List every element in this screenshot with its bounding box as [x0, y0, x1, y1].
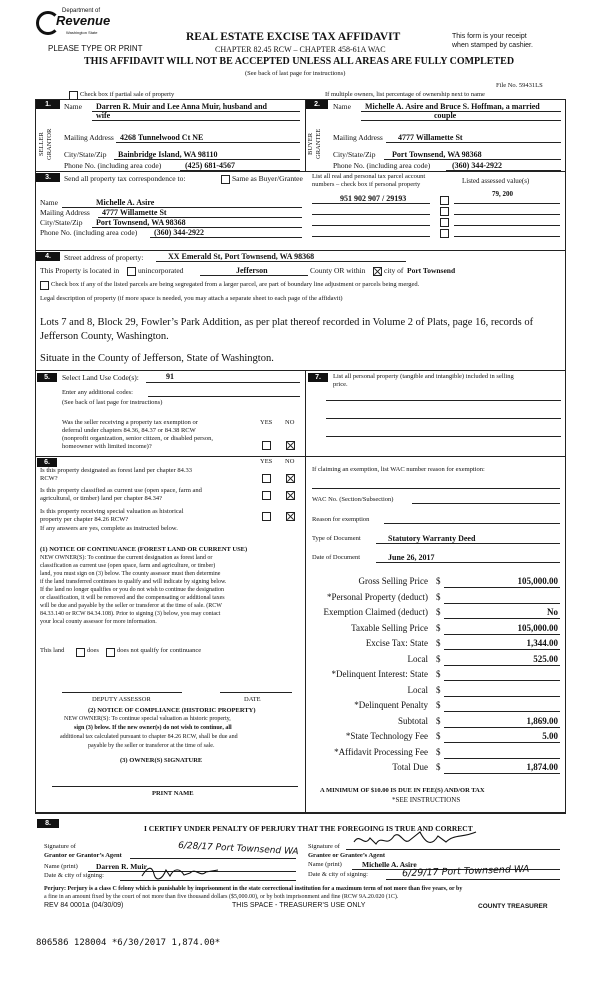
current-use-no-checkbox[interactable]	[286, 491, 295, 500]
county-rule	[200, 275, 308, 276]
tax-row-label: *Affidavit Processing Fee	[334, 747, 428, 757]
segregated-checkbox[interactable]	[40, 281, 49, 290]
tax-row-value[interactable]: 1,869.00	[526, 716, 558, 726]
section-6-badge: 6.	[37, 458, 57, 467]
s6-no: NO	[285, 458, 295, 465]
seller-city[interactable]: Bainbridge Island, WA 98110	[118, 150, 218, 159]
buyer-mail-label: Mailing Address	[333, 133, 383, 142]
tax-row-label: *Delinquent Penalty	[354, 700, 428, 710]
dollar-sign: $	[436, 623, 441, 633]
notice1-l1: NEW OWNER(S): To continue the current designation as forest land or	[40, 555, 213, 561]
rule-sec5-top	[35, 370, 565, 371]
same-as-buyer-label: Same as Buyer/Grantee	[232, 174, 303, 183]
forest-q1a: Is this property designated as forest land per chapter 84.33	[40, 467, 192, 474]
tax-row-label: Local	[407, 685, 428, 695]
rev-number: REV 84 0001a (04/30/09)	[44, 902, 124, 909]
assessed-rule-4	[454, 236, 560, 237]
current-use-q2b: agricultural, or timber) land per chapter 84.34?	[40, 495, 163, 502]
within-city-checkbox[interactable]	[373, 267, 382, 276]
tax-row-value[interactable]: 525.00	[533, 654, 558, 664]
wac-rule	[412, 503, 560, 504]
forest-no-checkbox[interactable]	[286, 474, 295, 483]
deputy-date: DATE	[244, 696, 261, 703]
doc-type-label: Type of Document	[312, 535, 361, 542]
exempt-no-checkbox[interactable]	[286, 441, 295, 450]
street-address[interactable]: XX Emerald St, Port Townsend, WA 98368	[168, 252, 315, 261]
wac-label: WAC No. (Section/Subsection)	[312, 496, 394, 503]
notice1-l6: or classification, it will be removed and the compensating or additional taxes	[40, 595, 225, 601]
exemption-claim-label: If claiming an exemption, list WAC number reason for exemption:	[312, 466, 485, 473]
section-2-badge: 2.	[306, 100, 328, 109]
dollar-sign: $	[436, 716, 441, 726]
seller-mail-label: Mailing Address	[64, 133, 114, 142]
notice2-l2: sign (3) below. If the new owner(s) do not wish to continue, all	[74, 725, 232, 731]
doc-type-rule	[376, 543, 560, 544]
grantee-handwritten-date: 6/29/17 Port Townsend WA	[401, 863, 530, 880]
does-not-label: does not qualify for continuance	[117, 647, 202, 654]
street-rule	[156, 261, 406, 262]
located-label: This Property is located in	[40, 266, 120, 275]
legal-description-2[interactable]: Jefferson County, Washington.	[40, 331, 169, 342]
buyer-name-line1[interactable]: Michelle A. Asire and Bruce S. Hoffman, a married	[365, 102, 540, 111]
land-use-rule	[146, 382, 300, 383]
sig-grantee-2: Grantee or Grantee’s Agent	[308, 852, 386, 859]
dollar-sign: $	[436, 607, 441, 617]
form-title: REAL ESTATE EXCISE TAX AFFIDAVIT	[186, 31, 401, 43]
buyer-name-line2[interactable]: couple	[434, 111, 457, 120]
notice2-l3: additional tax calculated pursuant to chapter 84.26 RCW, shall be due and	[60, 734, 238, 740]
seller-name-rule	[92, 111, 300, 112]
section-7-badge: 7.	[308, 373, 328, 382]
deputy-assessor: DEPUTY ASSESSOR	[92, 696, 151, 703]
seller-name-label: Name	[64, 102, 82, 111]
tax-row-rule	[444, 665, 560, 666]
perjury-line2: a fine in an amount fixed by the court of not more than five thousand dollars ($5,000.00), or by both imprisonment and fine (RCW 9A.20.020 (1C).	[44, 894, 399, 900]
this-land-label: This land	[40, 647, 65, 654]
dollar-sign: $	[436, 638, 441, 648]
tax-row-rule	[444, 727, 560, 728]
dollar-sign: $	[436, 700, 441, 710]
notice1-l2: classification as current use (open space, farm and agriculture, or timber)	[40, 563, 216, 569]
notice-compliance-title: (2) NOTICE OF COMPLIANCE (HISTORIC PROPERTY)	[88, 707, 256, 714]
logo-text: Revenue	[56, 13, 111, 28]
tax-row-value[interactable]: 1,874.00	[526, 762, 558, 772]
doc-date-label: Date of Document	[312, 554, 361, 561]
historic-yes-checkbox[interactable]	[262, 512, 271, 521]
rule-sec3-top	[35, 171, 565, 172]
tax-row-rule	[444, 587, 560, 588]
personal-checkbox-2[interactable]	[440, 207, 449, 216]
historic-q3a: Is this property receiving special valuation as historical	[40, 508, 184, 515]
dollar-sign: $	[436, 576, 441, 586]
tax-row-label: Gross Selling Price	[358, 576, 428, 586]
county-treasurer: COUNTY TREASURER	[478, 903, 548, 910]
notice1-l5: If the land no longer qualifies or you do not wish to continue the designation	[40, 587, 224, 593]
current-use-yes-checkbox[interactable]	[262, 491, 271, 500]
s3-mail[interactable]: 4777 Willamette St	[102, 208, 167, 217]
buyer-city-rule	[384, 159, 561, 160]
section-5-badge: 5.	[37, 373, 57, 382]
buyer-side-label: BUYER GRANTEE	[307, 128, 322, 160]
grantor-signature	[140, 864, 220, 882]
tax-row-value[interactable]: 5.00	[542, 731, 558, 741]
does-checkbox[interactable]	[76, 648, 85, 657]
tax-row-label: Excise Tax: State	[365, 638, 428, 648]
tax-row-label: Local	[407, 654, 428, 664]
reason-rule	[384, 523, 560, 524]
sig-grantor-1: Signature of	[44, 843, 76, 850]
situate[interactable]: Situate in the County of Jefferson, State of Washington.	[40, 353, 274, 364]
s3-city[interactable]: Port Townsend, WA 98368	[96, 218, 186, 227]
city-name[interactable]: Port Townsend	[407, 266, 456, 275]
tax-row-value[interactable]: 1,344.00	[526, 638, 558, 648]
assessed-values-label: Listed assessed value(s)	[462, 177, 530, 185]
dollar-sign: $	[436, 762, 441, 772]
deputy-date-rule	[220, 692, 292, 693]
rule-sec8-top	[35, 812, 565, 813]
notice-continuance-title: (1) NOTICE OF CONTINUANCE (FOREST LAND OR CURRENT USE)	[40, 546, 248, 553]
receipt-line2: when stamped by cashier.	[452, 42, 533, 49]
seller-side-label: SELLER GRANTOR	[38, 128, 53, 160]
receipt-line1: This form is your receipt	[452, 33, 527, 40]
seller-phone[interactable]: (425) 681-4567	[185, 161, 235, 170]
tax-row-value[interactable]: No	[547, 607, 558, 617]
tax-row-rule	[444, 758, 560, 759]
warning-banner: THIS AFFIDAVIT WILL NOT BE ACCEPTED UNLESS ALL AREAS ARE FULLY COMPLETED	[84, 56, 515, 67]
street-label: Street address of property:	[64, 253, 144, 262]
notice1-l7: will be due and payable by the seller or transferor at the time of sale. (RCW	[40, 603, 222, 609]
divider-seller-buyer	[305, 99, 306, 171]
seller-city-label: City/State/Zip	[64, 150, 107, 159]
seller-name-rule2	[92, 120, 300, 121]
forest-q1b: RCW?	[40, 475, 58, 482]
s5-no: NO	[285, 419, 295, 426]
assessed-rule-3	[454, 225, 560, 226]
dollar-sign: $	[436, 685, 441, 695]
exempt-line2: deferral under chapters 84.36, 84.37 or 84.38 RCW	[62, 427, 196, 434]
partial-sale-label: Check box if partial sale of property	[80, 91, 175, 98]
parcel-number[interactable]: 951 902 907 / 29193	[340, 194, 407, 203]
exemption-rule	[312, 488, 560, 489]
tax-row-rule	[444, 649, 560, 650]
seller-phone-label: Phone No. (including area code)	[64, 161, 162, 170]
buyer-phone-label: Phone No. (including area code)	[333, 161, 431, 170]
grantee-name-label: Name (print)	[308, 861, 342, 868]
additional-rule	[148, 396, 300, 397]
personal-property-2: price.	[333, 381, 348, 388]
logo-dept: Department of	[62, 8, 101, 14]
notice1-l8: 84.33.140 or RCW 84.34.108). Prior to signing (3) below, you may contact	[40, 611, 221, 617]
additional-codes-2: (See back of last page for instructions)	[62, 399, 163, 406]
tax-row-rule	[444, 742, 560, 743]
grantor-date-label: Date & city of signing:	[44, 872, 104, 879]
multiple-owners: If multiple owners, list percentage of ownership next to name	[325, 91, 485, 98]
assessed-rule-1	[454, 203, 560, 204]
owner-signature-label: (3) OWNER(S) SIGNATURE	[120, 757, 203, 764]
parcel-rule-4	[312, 236, 430, 237]
s6-yes: YES	[260, 458, 273, 465]
grantor-name[interactable]: Darren R. Muir	[96, 862, 147, 871]
legal-label: Legal description of property (if more space is needed, you may attach a separate sheet to each page of the affidavit)	[40, 295, 343, 302]
exempt-line3: (nonprofit organization, senior citizen, or disabled person,	[62, 435, 213, 442]
doc-date[interactable]: June 26, 2017	[388, 553, 435, 562]
land-use-code[interactable]: 91	[166, 372, 174, 381]
section-8-badge: 8.	[37, 819, 59, 828]
buyer-name-rule2	[361, 120, 561, 121]
tax-row-rule	[444, 618, 560, 619]
notice1-l9: your local county assessor for more information.	[40, 619, 157, 625]
tax-row-rule	[444, 711, 560, 712]
segregated-label: Check box if any of the listed parcels are being segregated from a larger parcel, are part of boundary line adjustment or parcels being merged.	[51, 281, 420, 288]
same-as-buyer-checkbox[interactable]	[221, 175, 230, 184]
buyer-city[interactable]: Port Townsend, WA 98368	[392, 150, 482, 159]
deputy-rule	[62, 692, 182, 693]
list-all-parcels-1: List all real and personal tax parcel account	[312, 173, 426, 180]
tax-row-value[interactable]: 105,000.00	[517, 623, 558, 633]
notice2-l1: NEW OWNER(S): To continue special valuation as historic property,	[64, 716, 231, 722]
personal-rule-3	[326, 436, 561, 437]
s3-phone[interactable]: (360) 344-2922	[154, 228, 204, 237]
additional-codes-1: Enter any additional codes:	[62, 389, 133, 396]
grantee-date-label: Date & city of signing:	[308, 871, 368, 878]
seller-name-line2[interactable]: wife	[96, 111, 111, 120]
grantee-name[interactable]: Michelle A. Asire	[362, 860, 417, 869]
s3-mail-label: Mailing Address	[40, 208, 90, 217]
assessed-value[interactable]: 79, 200	[492, 190, 513, 198]
personal-checkbox-4[interactable]	[440, 229, 449, 238]
seller-city-rule	[114, 159, 300, 160]
tax-row-rule	[444, 603, 560, 604]
revenue-logo	[36, 8, 111, 40]
owner-sig-rule	[52, 786, 298, 787]
reason-label: Reason for exemption	[312, 516, 370, 523]
city-of-label: city of	[384, 266, 404, 275]
buyer-city-label: City/State/Zip	[333, 150, 376, 159]
section-3-badge: 3.	[36, 173, 60, 182]
s3-city-label: City/State/Zip	[40, 218, 83, 227]
historic-no-checkbox[interactable]	[286, 512, 295, 521]
grantor-name-label: Name (print)	[44, 863, 78, 870]
see-back: (See back of last page for instructions)	[245, 70, 346, 77]
legal-description-1[interactable]: Lots 7 and 8, Block 29, Fowler’s Park Addition, as per plat thereof recorded in Volume 2 of Plats, page 16, records of	[40, 317, 534, 328]
seller-name-line1[interactable]: Darren R. Muir and Lee Anna Muir, husband and	[96, 102, 268, 111]
personal-rule-1	[326, 400, 561, 401]
personal-property-1: List all personal property (tangible and intangible) included in selling	[333, 373, 514, 380]
list-all-parcels-2: numbers – check box if personal property	[312, 181, 421, 188]
seller-mail[interactable]: 4268 Tunnelwood Ct NE	[120, 133, 204, 142]
s3-name-label: Name	[40, 198, 58, 207]
buyer-name-rule	[361, 111, 561, 112]
see-instructions: *SEE INSTRUCTIONS	[392, 796, 461, 804]
s3-phone-label: Phone No. (including area code)	[40, 228, 138, 237]
dollar-sign: $	[436, 592, 441, 602]
doc-date-rule	[376, 562, 560, 563]
send-correspondence: Send all property tax correspondence to:	[64, 174, 186, 183]
grantor-sig-rule	[130, 858, 296, 859]
perjury-line1: Perjury: Perjury is a class C felony which is punishable by imprisonment in the state correctional institution for a maximum term of not more than five years, or by	[44, 886, 463, 892]
tax-row-label: Taxable Selling Price	[351, 623, 428, 633]
notice1-l4: if the land transferred continues to qualify and will indicate by signing below.	[40, 579, 227, 585]
dollar-sign: $	[436, 669, 441, 679]
exempt-yes-checkbox[interactable]	[262, 441, 271, 450]
tax-row-label: *Delinquent Interest: State	[331, 669, 428, 679]
rule-sec4-top	[35, 250, 565, 251]
parcel-rule-1	[312, 203, 430, 204]
chapter: CHAPTER 82.45 RCW – CHAPTER 458-61A WAC	[215, 45, 386, 54]
buyer-name-label: Name	[333, 102, 351, 111]
historic-q3b: property per chapter 84.26 RCW?	[40, 516, 129, 523]
exempt-line4: homeowner with limited income)?	[62, 443, 152, 450]
receipt-stamp: 806586 128004 *6/30/2017 1,874.00*	[36, 938, 221, 948]
s3-phone-rule	[150, 237, 302, 238]
s3-name[interactable]: Michelle A. Asire	[96, 198, 155, 207]
grantee-date-rule	[386, 879, 560, 880]
please-type: PLEASE TYPE OR PRINT	[48, 44, 143, 53]
grantor-handwritten-date: 6/28/17 Port Townsend WA	[177, 840, 299, 858]
exempt-line1: Was the seller receiving a property tax exemption or	[62, 419, 198, 426]
notice2-l4: payable by the seller or transferor at the time of sale.	[88, 743, 215, 749]
sig-grantor-2: Grantor or Grantor’s Agent	[44, 852, 122, 859]
grantee-signature	[350, 828, 480, 852]
divider-left-right	[305, 370, 306, 812]
tax-row-value[interactable]: 105,000.00	[517, 576, 558, 586]
personal-rule-2	[326, 418, 561, 419]
current-use-q2a: Is this property classified as current use (open space, farm and	[40, 487, 202, 494]
doc-type[interactable]: Statutory Warranty Deed	[388, 534, 476, 543]
tax-row-rule	[444, 634, 560, 635]
land-use-label: Select Land Use Code(s):	[62, 373, 139, 382]
rule-sec6-top	[35, 456, 565, 457]
s5-yes: YES	[260, 419, 273, 426]
tax-row-label: *Personal Property (deduct)	[327, 592, 428, 602]
section-4-badge: 4.	[36, 252, 60, 261]
dollar-sign: $	[436, 731, 441, 741]
personal-checkbox-1[interactable]	[440, 196, 449, 205]
buyer-mail-rule	[386, 142, 561, 143]
parcel-rule-3	[312, 225, 430, 226]
tax-row-label: Subtotal	[397, 716, 428, 726]
s3-name-rule	[62, 207, 302, 208]
tax-row-rule	[444, 696, 560, 697]
buyer-phone[interactable]: (360) 344-2922	[452, 161, 502, 170]
logo-state: Washington State	[66, 30, 98, 35]
tax-row-label: Total Due	[392, 762, 428, 772]
county-or-within: County OR within	[310, 266, 366, 275]
section-1-badge: 1.	[36, 100, 60, 109]
seller-mail-rule	[116, 142, 300, 143]
dollar-sign: $	[436, 747, 441, 757]
tax-row-rule	[444, 680, 560, 681]
buyer-mail[interactable]: 4777 Willamette St	[398, 133, 463, 142]
tax-row-label: Exemption Claimed (deduct)	[323, 607, 428, 617]
treasurer-space: THIS SPACE - TREASURER’S USE ONLY	[232, 902, 366, 909]
dollar-sign: $	[436, 654, 441, 664]
does-not-checkbox[interactable]	[106, 648, 115, 657]
notice1-l3: land, you must sign on (3) below. The county assessor must then determine	[40, 571, 221, 577]
parcel-rule-2	[312, 214, 430, 215]
personal-checkbox-3[interactable]	[440, 218, 449, 227]
tax-row-label: *State Technology Fee	[345, 731, 428, 741]
certify: I CERTIFY UNDER PENALTY OF PERJURY THAT THE FOREGOING IS TRUE AND CORRECT	[144, 824, 473, 833]
tax-row-rule	[444, 773, 560, 774]
print-name-label: PRINT NAME	[152, 790, 194, 797]
unincorporated-label: unincorporated	[138, 266, 184, 275]
does-label: does	[87, 647, 99, 654]
file-no: File No. 59431LS	[496, 82, 543, 89]
forest-yes-checkbox[interactable]	[262, 474, 271, 483]
county-name[interactable]: Jefferson	[236, 266, 268, 275]
sig-grantee-1: Signature of	[308, 843, 340, 850]
unincorporated-checkbox[interactable]	[127, 267, 136, 276]
if-any-yes: If any answers are yes, complete as instructed below.	[40, 525, 178, 532]
assessed-rule-2	[454, 214, 560, 215]
minimum-fee: A MINIMUM OF $10.00 IS DUE IN FEE(S) AND/OR TAX	[320, 787, 485, 794]
